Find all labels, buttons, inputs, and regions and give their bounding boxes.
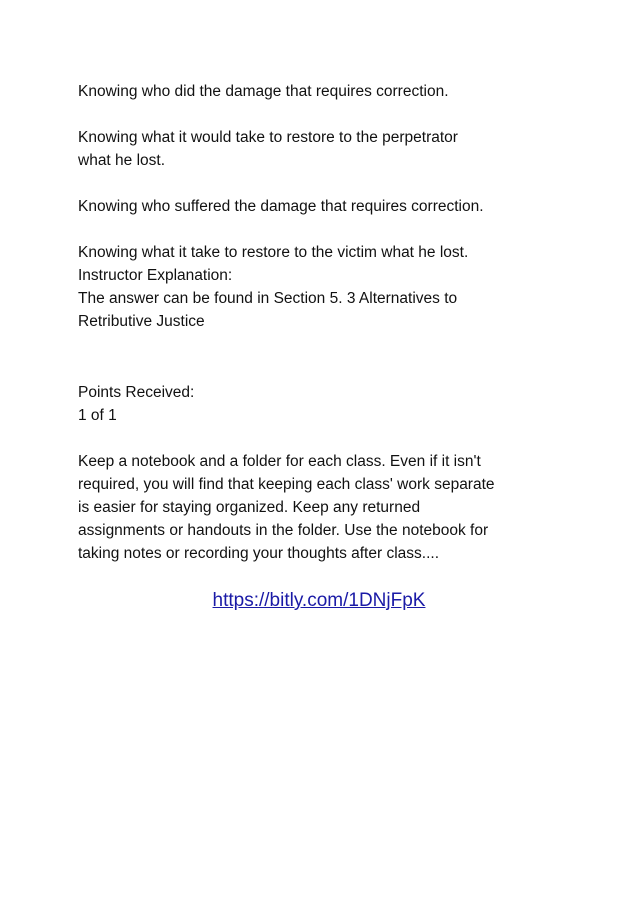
- answer-option-a: [78, 80, 578, 103]
- points-received: [78, 381, 578, 427]
- answer-option-c: [78, 195, 578, 218]
- answer-option-d: [78, 241, 578, 333]
- explanation-text-line2: Retributive Justice: [78, 313, 205, 330]
- option-d-text: Knowing what it take to restore to the victim what he lost.: [78, 244, 469, 261]
- points-value: 1 of 1: [78, 407, 117, 424]
- tip-line-3: is easier for staying organized. Keep any returned: [78, 499, 421, 516]
- option-b-text-line2: what he lost.: [78, 152, 166, 169]
- tip-line-4: assignments or handouts in the folder. Use the notebook for: [78, 522, 489, 539]
- tip-line-1: Keep a notebook and a folder for each class. Even if it isn't: [78, 453, 481, 470]
- answer-option-b: [78, 126, 578, 172]
- option-a-text: Knowing who did the damage that requires correction.: [78, 83, 449, 100]
- points-label: Points Received:: [78, 384, 195, 401]
- tip-line-2: required, you will find that keeping each class' work separate: [78, 476, 495, 493]
- explanation-text-line1: The answer can be found in Section 5. 3 Alternatives to: [78, 290, 458, 307]
- tip-line-5: taking notes or recording your thoughts after class....: [78, 545, 439, 562]
- option-b-text-line1: Knowing what it would take to restore to the perpetrator: [78, 129, 458, 146]
- bitly-link[interactable]: https://bitly.com/1DNjFpK: [212, 590, 426, 611]
- explanation-heading: Instructor Explanation:: [78, 267, 233, 284]
- study-tip-paragraph: [78, 450, 578, 565]
- option-c-text: Knowing who suffered the damage that requires correction.: [78, 198, 484, 215]
